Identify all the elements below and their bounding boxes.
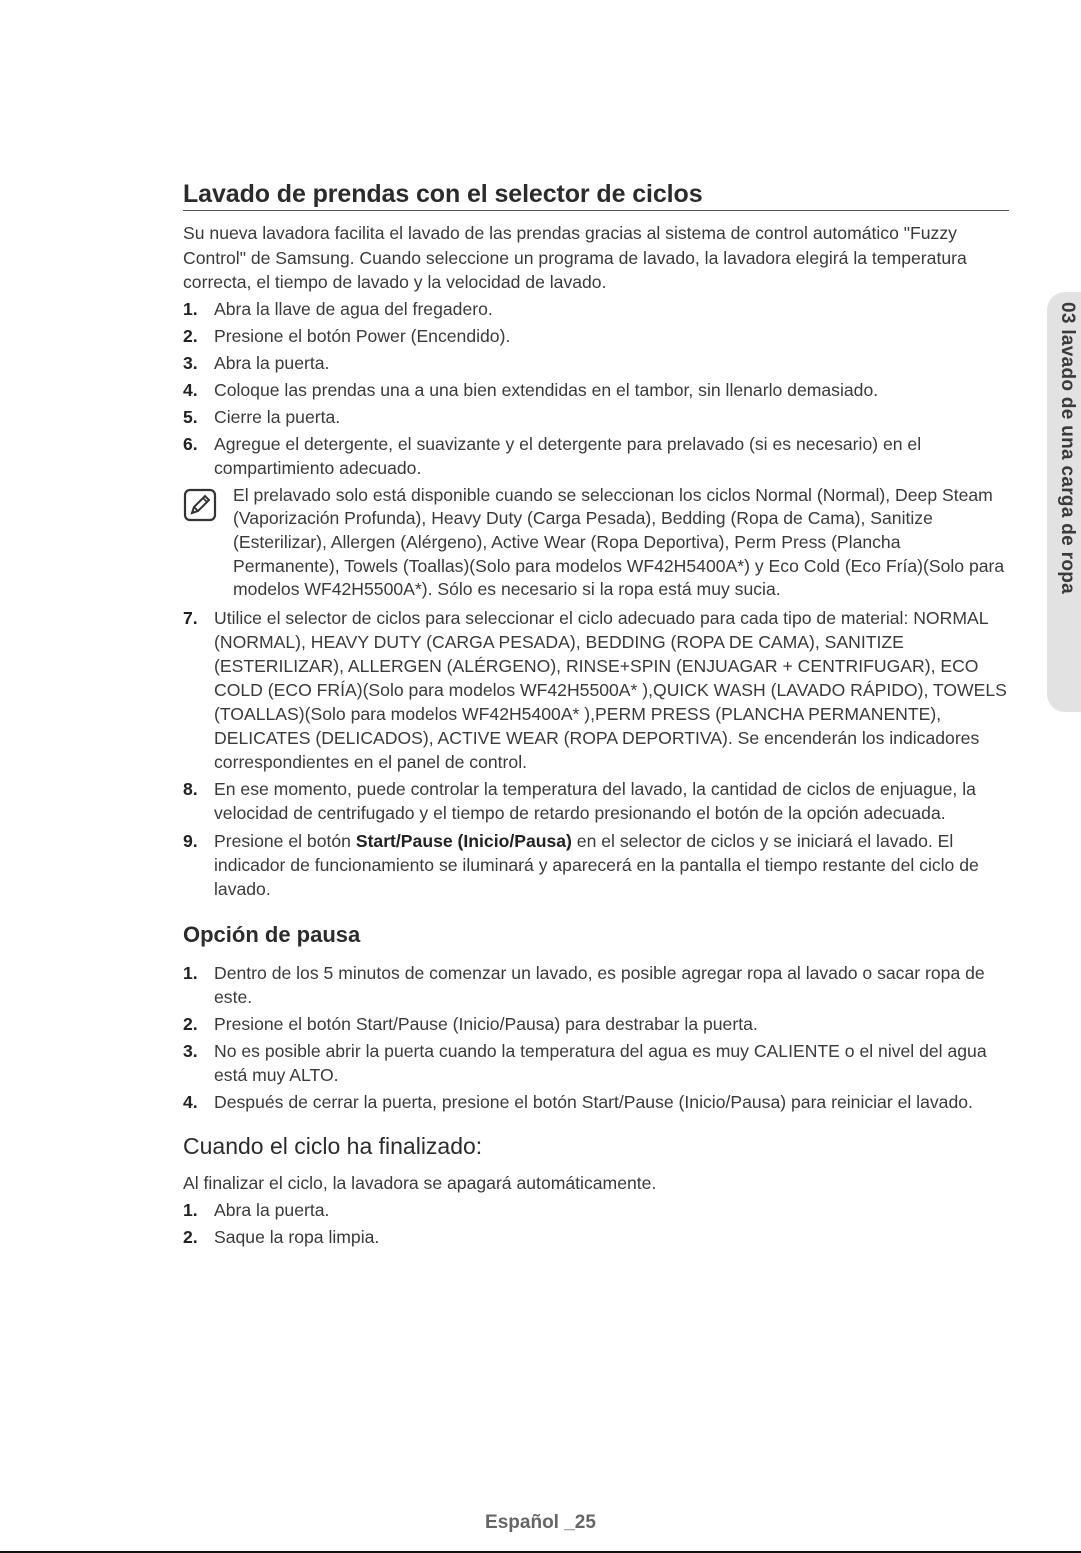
step-number: 1. — [183, 298, 198, 319]
step-number: 6. — [183, 434, 198, 455]
step-number: 3. — [183, 352, 198, 373]
note-text: El prelavado solo está disponible cuando se seleccionan los ciclos Normal (Normal), Deep Steam (Vaporización Profunda), Heavy Duty (Carga Pesada), Bedding (Ropa de Cama), Sanitize (Esterilizar), Allergen (Alérgeno), Active Wear (Ropa Deportiva), Perm Press (Plancha Permanente), Towels (Toallas)(Solo para modelos WF42H5400A*) y Eco Cold (Eco Fría)(Solo para modelos WF42H5500A*). Sólo es necesario si la ropa está muy sucia. — [233, 484, 1005, 600]
step-number: 5. — [183, 407, 198, 428]
step-text: En ese momento, puede controlar la temperatura del lavado, la cantidad de ciclos de enjuague, la velocidad de centrifugado y el tiempo de retardo presionando el botón de la opción adecuada. — [214, 779, 976, 824]
step-text: Cierre la puerta. — [214, 407, 341, 428]
step-number: 2. — [183, 1226, 198, 1247]
page-footer: Español _25 — [485, 1512, 596, 1533]
step-text-before: Presione el botón — [214, 830, 356, 851]
list-item — [183, 1225, 1009, 1249]
finished-title: Cuando el ciclo ha finalizado: — [183, 1133, 483, 1160]
list-item — [183, 777, 1009, 825]
pause-steps-list — [183, 961, 1009, 1115]
list-item — [183, 606, 1009, 774]
list-item — [183, 1198, 1009, 1222]
step-text: Coloque las prendas una a una bien extendidas en el tambor, sin llenarlo demasiado. — [214, 380, 879, 401]
step-text: Abra la llave de agua del fregadero. — [214, 298, 493, 319]
step-number: 7. — [183, 608, 198, 629]
pause-title: Opción de pausa — [183, 921, 361, 947]
step-text: Utilice el selector de ciclos para seleccionar el ciclo adecuado para cada tipo de material: NORMAL (NORMAL), HEAVY DUTY (CARGA PESADA), BEDDING (ROPA DE CAMA), SANITIZE (ESTERILIZAR), ALLERGEN (ALÉRGENO), RINSE+SPIN (ENJUAGAR + CENTRIFUGAR), ECO COLD (ECO FRÍA)(Solo para modelos WF42H5500A* ),QUICK WASH (LAVADO RÁPIDO), TOWELS (TOALLAS)(Solo para modelos WF42H5400A* ),PERM PRESS (PLANCHA PERMANENTE), DELICATES (DELICADOS), ACTIVE WEAR (ROPA DEPORTIVA). Se encenderán los indicadores correspondientes en el panel de control. — [214, 608, 1007, 773]
step-text: Presione el botón Start/Pause (Inicio/Pausa) para destrabar la puerta. — [214, 1013, 758, 1034]
step-number: 1. — [183, 962, 198, 983]
step-text: Abra la puerta. — [214, 1199, 330, 1220]
finished-intro: Al finalizar el ciclo, la lavadora se apagará automáticamente. — [183, 1173, 657, 1194]
wash-steps-list-continued — [183, 606, 1009, 900]
step-number: 8. — [183, 779, 198, 800]
step-number: 1. — [183, 1199, 198, 1220]
list-item — [183, 324, 1009, 348]
list-item — [183, 829, 1009, 901]
finished-steps-list — [183, 1198, 1009, 1249]
section-intro: Su nueva lavadora facilita el lavado de las prendas gracias al sistema de control automático "Fuzzy Control" de Samsung. Cuando seleccione un programa de lavado, la lavadora elegirá la temperatura correcta, el tiempo de lavado y la velocidad de lavado. — [183, 223, 967, 292]
step-text: Presione el botón Power (Encendido). — [214, 325, 511, 346]
step-number: 4. — [183, 380, 198, 401]
list-item — [183, 1039, 1009, 1087]
section-header — [183, 178, 1009, 211]
prewash-note — [183, 484, 1009, 603]
page-content — [183, 178, 1009, 1252]
step-text: Agregue el detergente, el suavizante y el detergente para prelavado (si es necesario) en el compartimiento adecuado. — [214, 434, 922, 479]
step-number: 9. — [183, 830, 198, 851]
list-item — [183, 1012, 1009, 1036]
list-item — [183, 378, 1009, 402]
step-text: Después de cerrar la puerta, presione el botón Start/Pause (Inicio/Pausa) para reiniciar el lavado. — [214, 1092, 973, 1113]
list-item — [183, 297, 1009, 321]
step-number: 2. — [183, 325, 198, 346]
list-item — [183, 961, 1009, 1009]
list-item — [183, 351, 1009, 375]
step-text: Abra la puerta. — [214, 352, 330, 373]
step-text: Saque la ropa limpia. — [214, 1226, 380, 1247]
step-number: 3. — [183, 1040, 198, 1061]
chapter-tab-label: 03 lavado de una carga de ropa — [1057, 302, 1078, 594]
step-number: 2. — [183, 1013, 198, 1034]
list-item — [183, 405, 1009, 429]
section-title: Lavado de prendas con el selector de ciclos — [183, 180, 703, 208]
step-text-after: en el selector de ciclos y se iniciará el lavado. El indicador de funcionamiento se iluminará y aparecerá en la pantalla el tiempo restante del ciclo de lavado. — [214, 830, 979, 899]
list-item — [183, 1090, 1009, 1114]
wash-steps-list — [183, 297, 1009, 481]
step-text: No es posible abrir la puerta cuando la temperatura del agua es muy CALIENTE o el nivel del agua está muy ALTO. — [214, 1040, 987, 1085]
step-number: 4. — [183, 1092, 198, 1113]
step-text: Dentro de los 5 minutos de comenzar un lavado, es posible agregar ropa al lavado o sacar ropa de este. — [214, 962, 985, 1007]
note-pencil-icon — [183, 488, 217, 522]
start-pause-label: Start/Pause (Inicio/Pausa) — [355, 830, 572, 851]
list-item — [183, 432, 1009, 480]
